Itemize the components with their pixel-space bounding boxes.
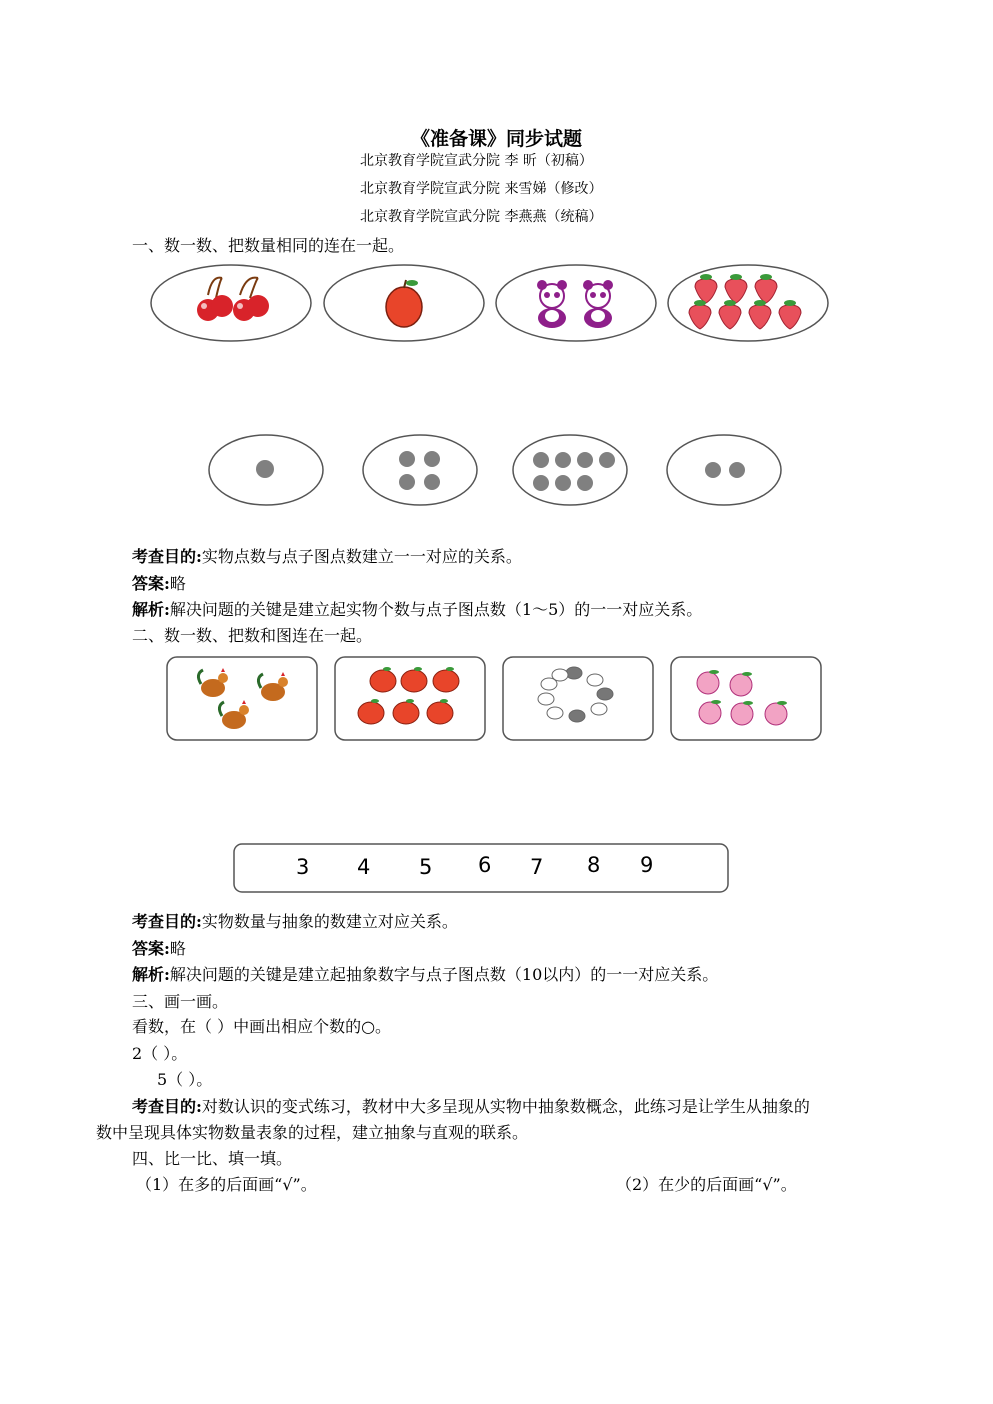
apples-icon xyxy=(358,670,459,724)
q2-number-4: 4 xyxy=(357,855,371,879)
q1-answer xyxy=(132,571,186,594)
q3-instruction: 看数，在（ ）中画出相应个数的○。 xyxy=(132,1017,392,1036)
q2-answer-label: 答案: xyxy=(132,939,170,958)
beads-icon xyxy=(538,667,613,722)
roosters-icon xyxy=(198,668,288,729)
q1-analysis xyxy=(132,597,702,620)
q4-part-1: （1）在多的后面画“√”。 xyxy=(136,1175,317,1194)
q2-number-6: 6 xyxy=(478,853,492,877)
q1-dot-ovals xyxy=(209,435,781,505)
author-line-2: 北京教育学院宣武分院 来雪娣（修改） xyxy=(360,181,603,197)
strawberries-icon xyxy=(689,279,801,329)
q1-analysis-label: 解析: xyxy=(132,600,170,619)
q1-purpose xyxy=(132,544,522,567)
q2-analysis-label: 解析: xyxy=(132,965,170,984)
q1-purpose-text: 实物点数与点子图点数建立一一对应的关系。 xyxy=(201,547,522,566)
q3-purpose-text-1: 对数认识的变式练习，教材中大多呈现从实物中抽象数概念，此练习是让学生从抽象的 xyxy=(201,1097,810,1116)
q2-number-5: 5 xyxy=(419,855,433,879)
q1-heading: 一、数一数、把数量相同的连在一起。 xyxy=(132,236,405,255)
q2-answer xyxy=(132,936,186,959)
q1-answer-text: 略 xyxy=(169,574,186,593)
q4-heading: 四、比一比、填一填。 xyxy=(132,1149,293,1168)
q2-analysis-text: 解决问题的关键是建立起抽象数字与点子图点数（10以内）的一一对应关系。 xyxy=(169,965,719,984)
q2-number-8: 8 xyxy=(587,853,601,877)
author-line-3: 北京教育学院宣武分院 李燕燕（统稿） xyxy=(360,209,603,225)
peaches-icon xyxy=(697,672,787,725)
q4-part-2: （2）在少的后面画“√”。 xyxy=(616,1175,797,1194)
q2-number-3: 3 xyxy=(296,855,310,879)
q2-purpose xyxy=(132,909,458,932)
q3-line-5: 5（ ）。 xyxy=(157,1070,213,1089)
q3-line-2: 2（ ）。 xyxy=(132,1044,188,1063)
q3-purpose xyxy=(132,1094,810,1117)
q3-purpose-text-2: 数中呈现具体实物数量表象的过程，建立抽象与直观的联系。 xyxy=(96,1123,529,1142)
q2-purpose-label: 考查目的: xyxy=(132,912,202,931)
q2-number-7: 7 xyxy=(530,855,544,879)
page-title: 《准备课》同步试题 xyxy=(410,128,582,150)
q3-heading: 三、画一画。 xyxy=(132,992,229,1011)
q2-purpose-text: 实物数量与抽象的数建立对应关系。 xyxy=(201,912,458,931)
q2-analysis xyxy=(132,962,718,985)
q3-purpose-label: 考查目的: xyxy=(132,1097,202,1116)
q1-analysis-text: 解决问题的关键是建立起实物个数与点子图点数（1～5）的一一对应关系。 xyxy=(169,600,703,619)
q2-answer-text: 略 xyxy=(169,939,186,958)
q1-purpose-label: 考查目的: xyxy=(132,547,202,566)
q1-answer-label: 答案: xyxy=(132,574,170,593)
q2-heading: 二、数一数、把数和图连在一起。 xyxy=(132,626,373,645)
q2-number-9: 9 xyxy=(640,853,654,877)
cherries-icon xyxy=(197,278,269,321)
pandas-icon xyxy=(537,280,613,328)
apple-icon xyxy=(386,280,422,327)
author-line-1: 北京教育学院宣武分院 李 昕（初稿） xyxy=(360,153,593,169)
